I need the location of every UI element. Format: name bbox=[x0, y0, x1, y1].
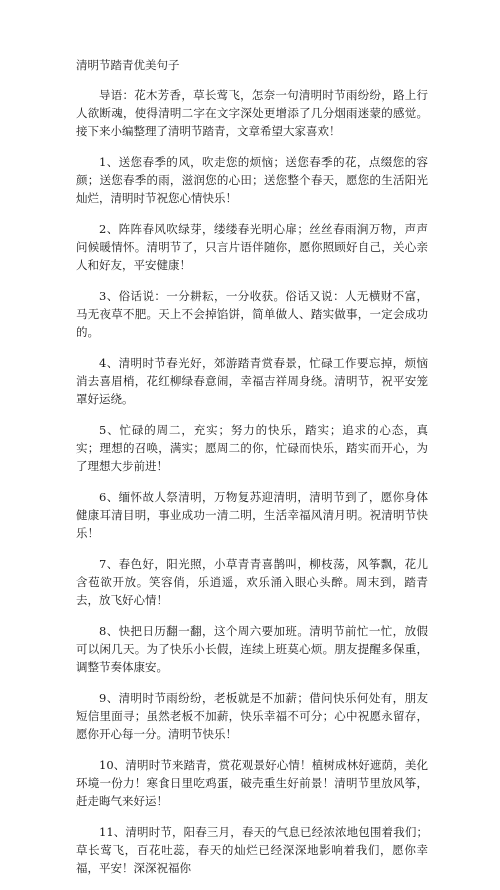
sentence-paragraph: 8、快把日历翻一翻，这个周六要加班。清明节前忙一忙，放假可以闲几天。为了快乐小长假，连续上班莫心烦。朋友提醒多保重，调整节奏体康安。 bbox=[76, 624, 428, 674]
document-title: 清明节踏青优美句子 bbox=[76, 58, 180, 72]
sentence-paragraph: 5、忙碌的周二，充实；努力的快乐，踏实；追求的心态，真实；理想的召唤，满实；愿周二的你，忙碌而快乐，踏实而开心，为了理想大步前进！ bbox=[76, 423, 428, 473]
document-body bbox=[76, 86, 428, 890]
sentence-paragraph: 4、清明时节春光好，郊游踏青赏春景，忙碌工作要忘掉，烦恼消去喜眉梢，花红柳绿春意闹，幸福吉祥周身绕。清明节，祝平安笼罩好运绕。 bbox=[76, 356, 428, 406]
sentence-paragraph: 7、春色好，阳光照，小草青青喜鹊叫，柳枝荡，风筝飘，花儿含苞欲开放。笑容俏，乐逍遥，欢乐涌入眼心头醉。周末到，踏青去，放飞好心情！ bbox=[76, 557, 428, 607]
sentence-paragraph: 1、送您春季的风，吹走您的烦恼；送您春季的花，点缀您的容颜；送您春季的雨，滋润您的心田；送您整个春天，愿您的生活阳光灿烂，清明时节祝您心情快乐！ bbox=[76, 155, 428, 205]
sentence-paragraph: 3、俗话说：一分耕耘，一分收获。俗话又说：人无横财不富，马无夜草不肥。天上不会掉馅饼，简单做人、踏实做事，一定会成功的。 bbox=[76, 289, 428, 339]
intro-paragraph: 导语：花木芳香，草长莺飞，怎奈一句清明时节雨纷纷，路上行人欲断魂，使得清明二字在文字深处更增添了几分烟雨迷蒙的感觉。接下来小编整理了清明节踏青，文章希望大家喜欢！ bbox=[76, 88, 428, 138]
sentence-paragraph: 2、阵阵春风吹绿芽，缕缕春光明心扉；丝丝春雨涧万物，声声问候暖情怀。清明节了，只言片语伴随你，愿你照顾好自己，关心亲人和好友，平安健康！ bbox=[76, 222, 428, 272]
sentence-paragraph: 9、清明时节雨纷纷，老板就是不加薪；借问快乐何处有，朋友短信里面寻；虽然老板不加薪，快乐幸福不可分；心中祝愿永留存，愿你开心每一分。清明节快乐！ bbox=[76, 691, 428, 741]
sentence-paragraph: 11、清明时节，阳春三月，春天的气息已经浓浓地包围着我们；草长莺飞，百花吐蕊，春天的灿烂已经深深地影响着我们，愿你幸福，平安！深深祝福你 bbox=[76, 825, 428, 875]
sentence-paragraph: 6、缅怀故人祭清明，万物复苏迎清明，清明节到了，愿你身体健康耳清目明，事业成功一清二明，生活幸福风清月明。祝清明节快乐！ bbox=[76, 490, 428, 540]
sentence-paragraph: 10、清明时节来踏青，赏花观景好心情！植树成林好遮荫，美化环境一份力！寒食日里吃鸡蛋，破壳重生好前景！清明节里放风筝，赶走晦气来好运！ bbox=[76, 758, 428, 808]
